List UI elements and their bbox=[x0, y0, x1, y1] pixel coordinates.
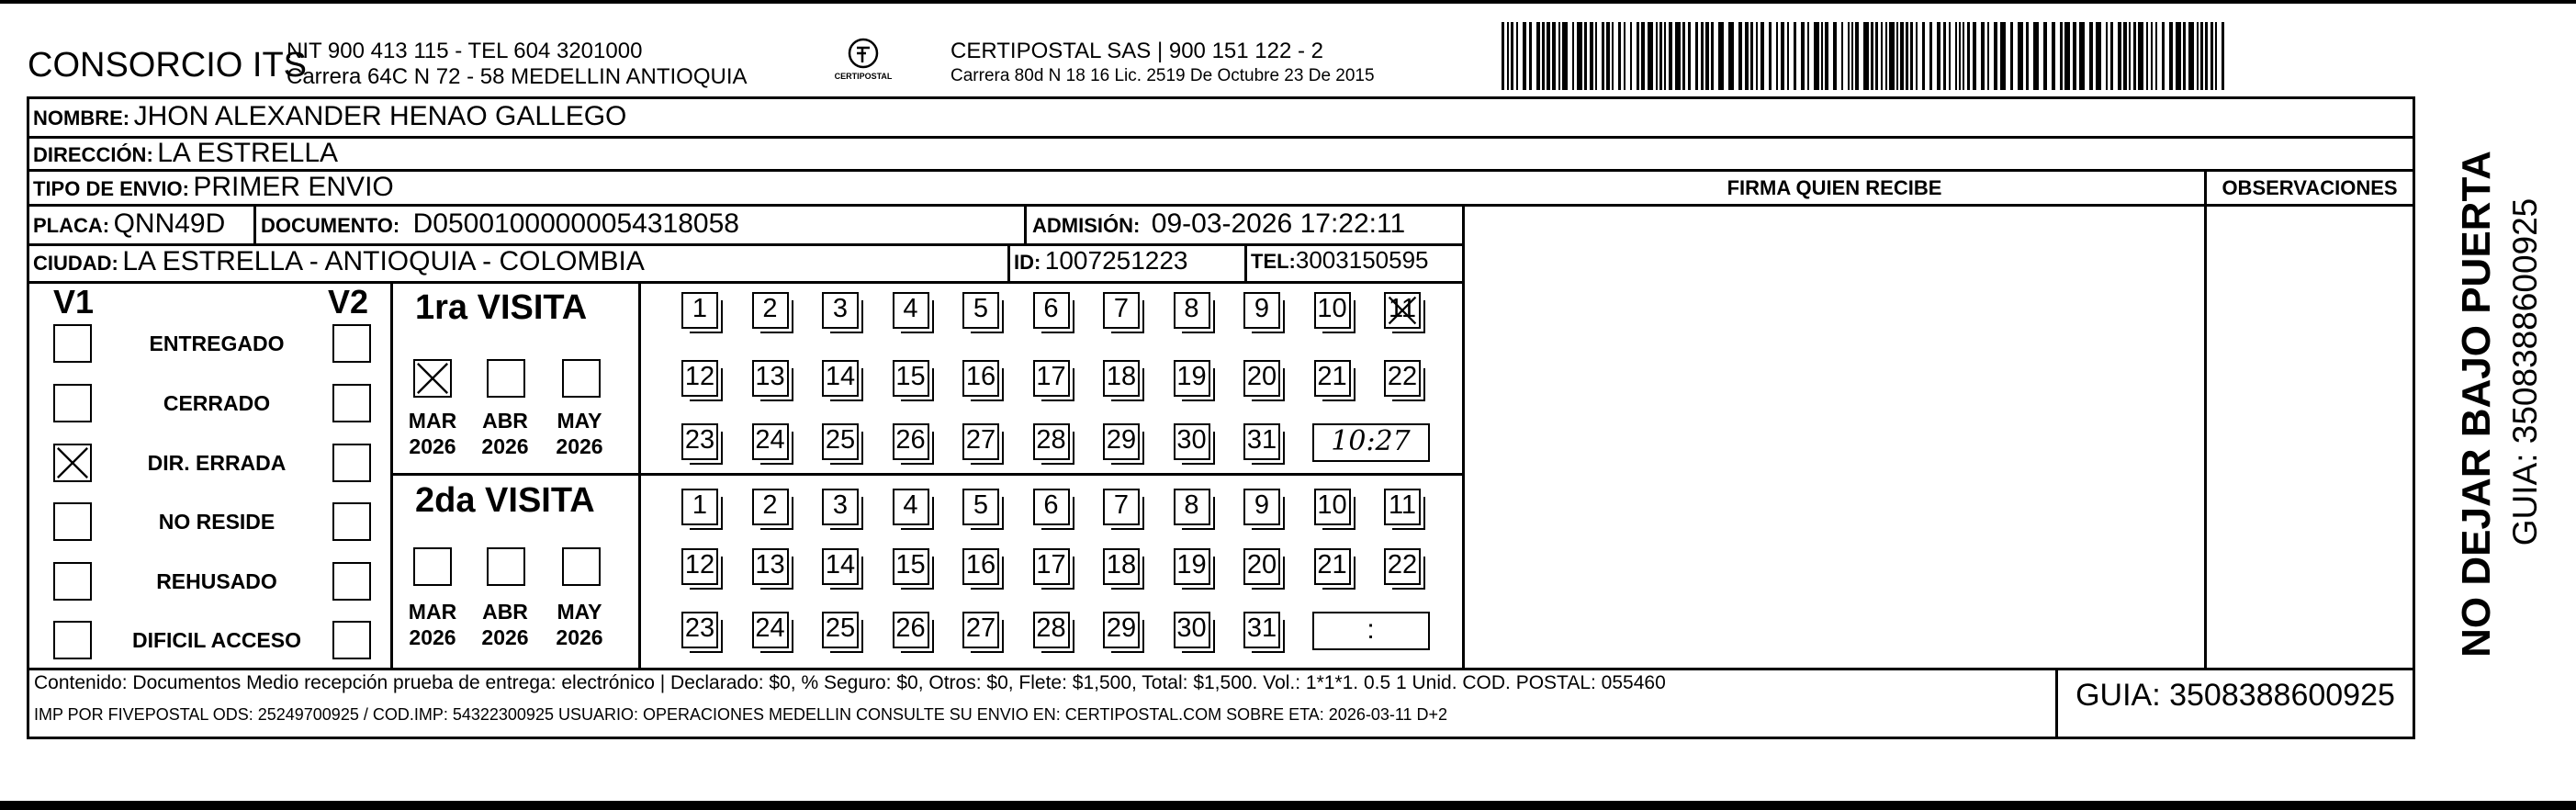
visit2-day-box[interactable]: 16 bbox=[962, 548, 999, 585]
nombre-row bbox=[33, 101, 626, 132]
status-v1-checkbox[interactable] bbox=[53, 384, 92, 422]
visit2-day-box[interactable]: 31 bbox=[1243, 612, 1280, 648]
tipo-row bbox=[33, 172, 394, 203]
visit2-title: 2da VISITA bbox=[415, 481, 595, 520]
visit1-day-box[interactable]: 9 bbox=[1243, 292, 1280, 329]
visit1-day-box[interactable]: 10 bbox=[1314, 292, 1351, 329]
visit2-year-label: 2026 bbox=[556, 625, 603, 649]
placa-row bbox=[33, 208, 225, 240]
id-row bbox=[1014, 246, 1188, 276]
row-line bbox=[390, 473, 1464, 476]
visit1-year-label: 2026 bbox=[481, 434, 529, 458]
visit2-day-box[interactable]: 23 bbox=[681, 612, 718, 648]
tel-value: 3003150595 bbox=[1295, 246, 1429, 274]
visit1-day-box[interactable]: 16 bbox=[962, 360, 999, 397]
documento-row bbox=[261, 208, 739, 240]
footer-contenido: Contenido: Documentos Medio recepción prueba de entrega: electrónico | Declarado: $0, % Seguro: $0, Otros: $0, Flete: $1,500, Total: $1,500. Vol.: 1*1*1. 0.5 1 Unid. COD. POSTAL: 055460 bbox=[34, 672, 1666, 693]
col-line bbox=[638, 281, 641, 668]
certipostal-logo bbox=[831, 35, 895, 90]
direccion-value: LA ESTRELLA bbox=[157, 138, 339, 168]
cross-mark-icon bbox=[1386, 294, 1419, 327]
visit2-day-box[interactable]: 12 bbox=[681, 548, 718, 585]
visit1-day-box[interactable]: 12 bbox=[681, 360, 718, 397]
visit1-day-box[interactable]: 11 bbox=[1384, 292, 1421, 329]
visit2-day-box[interactable]: 21 bbox=[1314, 548, 1351, 585]
visit1-year-label: 2026 bbox=[556, 434, 603, 458]
visit2-day-box[interactable]: 15 bbox=[893, 548, 929, 585]
visit1-day-box[interactable]: 2 bbox=[752, 292, 789, 329]
firma-header: FIRMA QUIEN RECIBE bbox=[1727, 176, 1942, 199]
visit2-month-checkbox[interactable] bbox=[413, 547, 452, 586]
ciudad-row bbox=[33, 246, 645, 277]
visit1-day-box[interactable]: 26 bbox=[893, 423, 929, 460]
visit1-day-box[interactable]: 3 bbox=[822, 292, 859, 329]
v2-label: V2 bbox=[328, 283, 369, 321]
visit1-month-label: MAY bbox=[557, 409, 602, 433]
visit1-day-box[interactable]: 19 bbox=[1174, 360, 1210, 397]
status-v1-checkbox[interactable] bbox=[53, 444, 92, 482]
admision-value: 09-03-2026 17:22:11 bbox=[1151, 208, 1406, 239]
sender-nit: NIT 900 413 115 - TEL 604 3201000 bbox=[287, 39, 643, 63]
visit2-day-box[interactable]: 14 bbox=[822, 548, 859, 585]
tel-row bbox=[1251, 246, 1429, 275]
visit2-day-box[interactable]: 19 bbox=[1174, 548, 1210, 585]
status-v1-checkbox[interactable] bbox=[53, 324, 92, 363]
id-label: ID: bbox=[1014, 251, 1041, 274]
visit2-day-box[interactable]: 9 bbox=[1243, 489, 1280, 525]
status-label: DIFICIL ACCESO bbox=[131, 628, 301, 652]
visit1-day-box[interactable]: 7 bbox=[1103, 292, 1140, 329]
visit1-month-label: MAR bbox=[408, 409, 457, 433]
visit2-day-box[interactable]: 2 bbox=[752, 489, 789, 525]
visit1-day-box[interactable]: 20 bbox=[1243, 360, 1280, 397]
visit1-month-checkbox[interactable] bbox=[413, 359, 452, 398]
bottom-border bbox=[0, 801, 2576, 810]
visit1-day-box[interactable]: 6 bbox=[1033, 292, 1070, 329]
visit1-year-label: 2026 bbox=[409, 434, 456, 458]
visit2-month-checkbox[interactable] bbox=[487, 547, 525, 586]
visit2-day-box[interactable]: 4 bbox=[893, 489, 929, 525]
documento-label: DOCUMENTO: bbox=[261, 214, 400, 237]
visit2-day-box[interactable]: 27 bbox=[962, 612, 999, 648]
col-line bbox=[1462, 204, 1465, 668]
status-label: REHUSADO bbox=[156, 569, 277, 593]
visit1-day-box[interactable]: 25 bbox=[822, 423, 859, 460]
visit1-day-box[interactable]: 17 bbox=[1033, 360, 1070, 397]
tel-label: TEL: bbox=[1251, 250, 1296, 273]
sender-company: CONSORCIO ITS bbox=[28, 46, 308, 84]
visit2-day-box[interactable]: 7 bbox=[1103, 489, 1140, 525]
visit2-day-box[interactable]: 5 bbox=[962, 489, 999, 525]
visit2-time-box[interactable]: : bbox=[1312, 612, 1430, 650]
visit2-day-box[interactable]: 30 bbox=[1174, 612, 1210, 648]
top-border bbox=[0, 0, 2576, 4]
direccion-row bbox=[33, 138, 338, 169]
visit2-day-box[interactable]: 8 bbox=[1174, 489, 1210, 525]
visit1-day-box[interactable]: 14 bbox=[822, 360, 859, 397]
sender-address: Carrera 64C N 72 - 58 MEDELLIN ANTIOQUIA bbox=[287, 64, 748, 89]
visit2-day-box[interactable]: 13 bbox=[752, 548, 789, 585]
placa-value: QNN49D bbox=[113, 208, 226, 239]
visit1-title: 1ra VISITA bbox=[415, 288, 588, 327]
barcode bbox=[1502, 22, 2232, 90]
col-line bbox=[253, 204, 256, 244]
visit2-day-box[interactable]: 6 bbox=[1033, 489, 1070, 525]
visit2-day-box[interactable]: 3 bbox=[822, 489, 859, 525]
visit1-day-box[interactable]: 29 bbox=[1103, 423, 1140, 460]
status-v2-checkbox[interactable] bbox=[332, 384, 371, 422]
visit2-day-box[interactable]: 24 bbox=[752, 612, 789, 648]
form-bottom-border bbox=[27, 737, 2415, 739]
visit1-day-box[interactable]: 24 bbox=[752, 423, 789, 460]
nombre-label: NOMBRE: bbox=[33, 107, 130, 129]
status-label: DIR. ERRADA bbox=[147, 451, 287, 475]
visit1-day-box[interactable]: 21 bbox=[1314, 360, 1351, 397]
visit1-day-box[interactable]: 1 bbox=[681, 292, 718, 329]
visit2-day-box[interactable]: 28 bbox=[1033, 612, 1070, 648]
visit1-month-checkbox[interactable] bbox=[562, 359, 601, 398]
ciudad-value: LA ESTRELLA - ANTIOQUIA - COLOMBIA bbox=[122, 246, 645, 276]
v1-label: V1 bbox=[53, 283, 95, 321]
form-right-border bbox=[2413, 96, 2415, 739]
visit2-day-box[interactable]: 22 bbox=[1384, 548, 1421, 585]
visit2-month-label: MAY bbox=[557, 600, 602, 624]
direccion-label: DIRECCIÓN: bbox=[33, 143, 153, 166]
visit2-day-box[interactable]: 20 bbox=[1243, 548, 1280, 585]
admision-label: ADMISIÓN: bbox=[1032, 214, 1141, 237]
tipo-label: TIPO DE ENVIO: bbox=[33, 177, 189, 200]
admision-row bbox=[1032, 208, 1405, 240]
visit2-day-box[interactable]: 18 bbox=[1103, 548, 1140, 585]
form-left-border bbox=[27, 96, 29, 739]
visit1-day-box[interactable]: 22 bbox=[1384, 360, 1421, 397]
visit2-day-box[interactable]: 25 bbox=[822, 612, 859, 648]
col-line bbox=[1244, 243, 1247, 281]
tipo-value: PRIMER ENVIO bbox=[193, 172, 394, 202]
status-v2-checkbox[interactable] bbox=[332, 621, 371, 659]
visit1-day-box[interactable]: 18 bbox=[1103, 360, 1140, 397]
status-v2-checkbox[interactable] bbox=[332, 444, 371, 482]
visit1-month-label: ABR bbox=[482, 409, 528, 433]
ciudad-label: CIUDAD: bbox=[33, 252, 118, 275]
side-warning: NO DEJAR BAJO PUERTA bbox=[2454, 151, 2499, 658]
visit2-year-label: 2026 bbox=[481, 625, 529, 649]
side-guia: GUIA: 3508388600925 bbox=[2506, 197, 2544, 546]
status-v2-checkbox[interactable] bbox=[332, 324, 371, 363]
row-line bbox=[27, 281, 1464, 284]
col-line bbox=[390, 281, 393, 668]
status-v1-checkbox[interactable] bbox=[53, 502, 92, 541]
row-line bbox=[27, 136, 2415, 139]
status-v1-checkbox[interactable] bbox=[53, 562, 92, 601]
courier-name: CERTIPOSTAL SAS | 900 151 122 - 2 bbox=[951, 39, 1323, 63]
courier-license: Carrera 80d N 18 16 Lic. 2519 De Octubre 23 De 2015 bbox=[951, 66, 1375, 85]
visit1-day-box[interactable]: 28 bbox=[1033, 423, 1070, 460]
visit2-day-box[interactable]: 10 bbox=[1314, 489, 1351, 525]
visit1-day-box[interactable]: 8 bbox=[1174, 292, 1210, 329]
observaciones-header: OBSERVACIONES bbox=[2222, 176, 2398, 199]
row-line bbox=[27, 204, 2415, 207]
visit1-day-box[interactable]: 23 bbox=[681, 423, 718, 460]
visit1-month-checkbox[interactable] bbox=[487, 359, 525, 398]
visit2-year-label: 2026 bbox=[409, 625, 456, 649]
col-line bbox=[1024, 204, 1027, 244]
status-label: NO RESIDE bbox=[158, 510, 276, 534]
status-v1-checkbox[interactable] bbox=[53, 621, 92, 659]
footer-guia: GUIA: 3508388600925 bbox=[2075, 678, 2395, 713]
visit1-day-box[interactable]: 30 bbox=[1174, 423, 1210, 460]
placa-label: PLACA: bbox=[33, 214, 110, 237]
status-label: ENTREGADO bbox=[149, 332, 285, 355]
nombre-value: JHON ALEXANDER HENAO GALLEGO bbox=[133, 101, 627, 131]
form-top-border bbox=[27, 96, 2415, 99]
visit2-day-box[interactable]: 29 bbox=[1103, 612, 1140, 648]
footer-imp: IMP POR FIVEPOSTAL ODS: 25249700925 / COD.IMP: 54322300925 USUARIO: OPERACIONES MEDELLIN CONSULTE SU ENVIO EN: CERTIPOSTAL.COM SOBRE ETA: 2026-03-11 D+2 bbox=[34, 705, 1448, 724]
visit2-day-box[interactable]: 11 bbox=[1384, 489, 1421, 525]
status-label: CERRADO bbox=[163, 391, 271, 415]
col-line bbox=[1007, 243, 1010, 281]
visit2-day-box[interactable]: 17 bbox=[1033, 548, 1070, 585]
visit1-day-box[interactable]: 4 bbox=[893, 292, 929, 329]
visit1-day-box[interactable]: 13 bbox=[752, 360, 789, 397]
visit2-day-box[interactable]: 26 bbox=[893, 612, 929, 648]
visit2-month-label: MAR bbox=[408, 600, 457, 624]
visit2-day-box[interactable]: 1 bbox=[681, 489, 718, 525]
visit1-day-box[interactable]: 27 bbox=[962, 423, 999, 460]
visit2-month-checkbox[interactable] bbox=[562, 547, 601, 586]
visit2-month-label: ABR bbox=[482, 600, 528, 624]
visit1-day-box[interactable]: 15 bbox=[893, 360, 929, 397]
documento-value: D05001000000054318058 bbox=[412, 208, 739, 239]
status-v2-checkbox[interactable] bbox=[332, 502, 371, 541]
status-v2-checkbox[interactable] bbox=[332, 562, 371, 601]
visit1-day-box[interactable]: 31 bbox=[1243, 423, 1280, 460]
logo-text: CERTIPOSTAL bbox=[834, 72, 893, 81]
id-value: 1007251223 bbox=[1044, 246, 1188, 275]
col-line bbox=[2204, 169, 2207, 668]
visit1-day-box[interactable]: 5 bbox=[962, 292, 999, 329]
visit1-time-box[interactable]: 10:27 bbox=[1312, 423, 1430, 462]
